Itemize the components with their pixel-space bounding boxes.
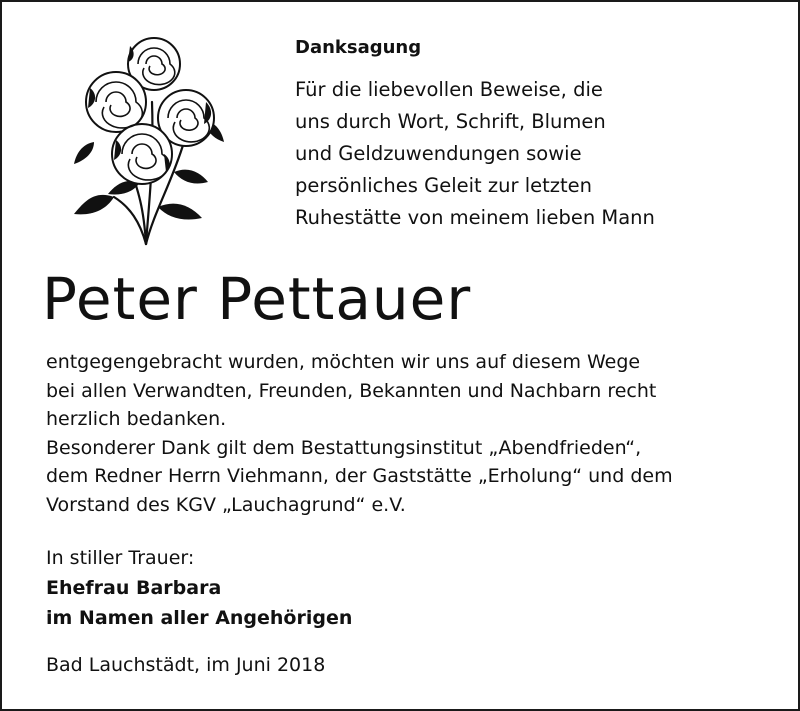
notice-heading: Danksagung: [295, 37, 422, 58]
signature-block: [46, 543, 352, 633]
intro-line: persönliches Geleit zur letzten: [295, 174, 593, 197]
body-line: Besonderer Dank gilt dem Bestattungsinstitut „Abendfrieden“,: [46, 436, 642, 459]
body-line: dem Redner Herrn Viehmann, der Gaststätte „Erholung“ und dem: [46, 465, 673, 487]
body-line: herzlich bedanken.: [46, 408, 227, 430]
intro-line: und Geldzuwendungen sowie: [295, 142, 582, 165]
thanks-paragraph: [46, 348, 673, 519]
intro-line: uns durch Wort, Schrift, Blumen: [295, 110, 606, 133]
mourning-label: In stiller Trauer:: [46, 547, 195, 569]
body-line: Vorstand des KGV „Lauchagrund“ e.V.: [46, 493, 406, 516]
body-line: bei allen Verwandten, Freunden, Bekannten und Nachbarn recht: [46, 379, 657, 402]
signatory-line: Ehefrau Barbara: [46, 577, 222, 599]
intro-line: Für die liebevollen Beweise, die: [295, 78, 603, 101]
place-date: Bad Lauchstädt, im Juni 2018: [46, 654, 326, 676]
signatory-line: im Namen aller Angehörigen: [46, 607, 353, 629]
deceased-name: Peter Pettauer: [42, 265, 472, 333]
intro-line: Ruhestätte von meinem lieben Mann: [295, 206, 655, 229]
roses-icon: [54, 32, 229, 252]
intro-paragraph: [295, 74, 655, 234]
body-line: entgegengebracht wurden, möchten wir uns auf diesem Wege: [46, 351, 641, 373]
